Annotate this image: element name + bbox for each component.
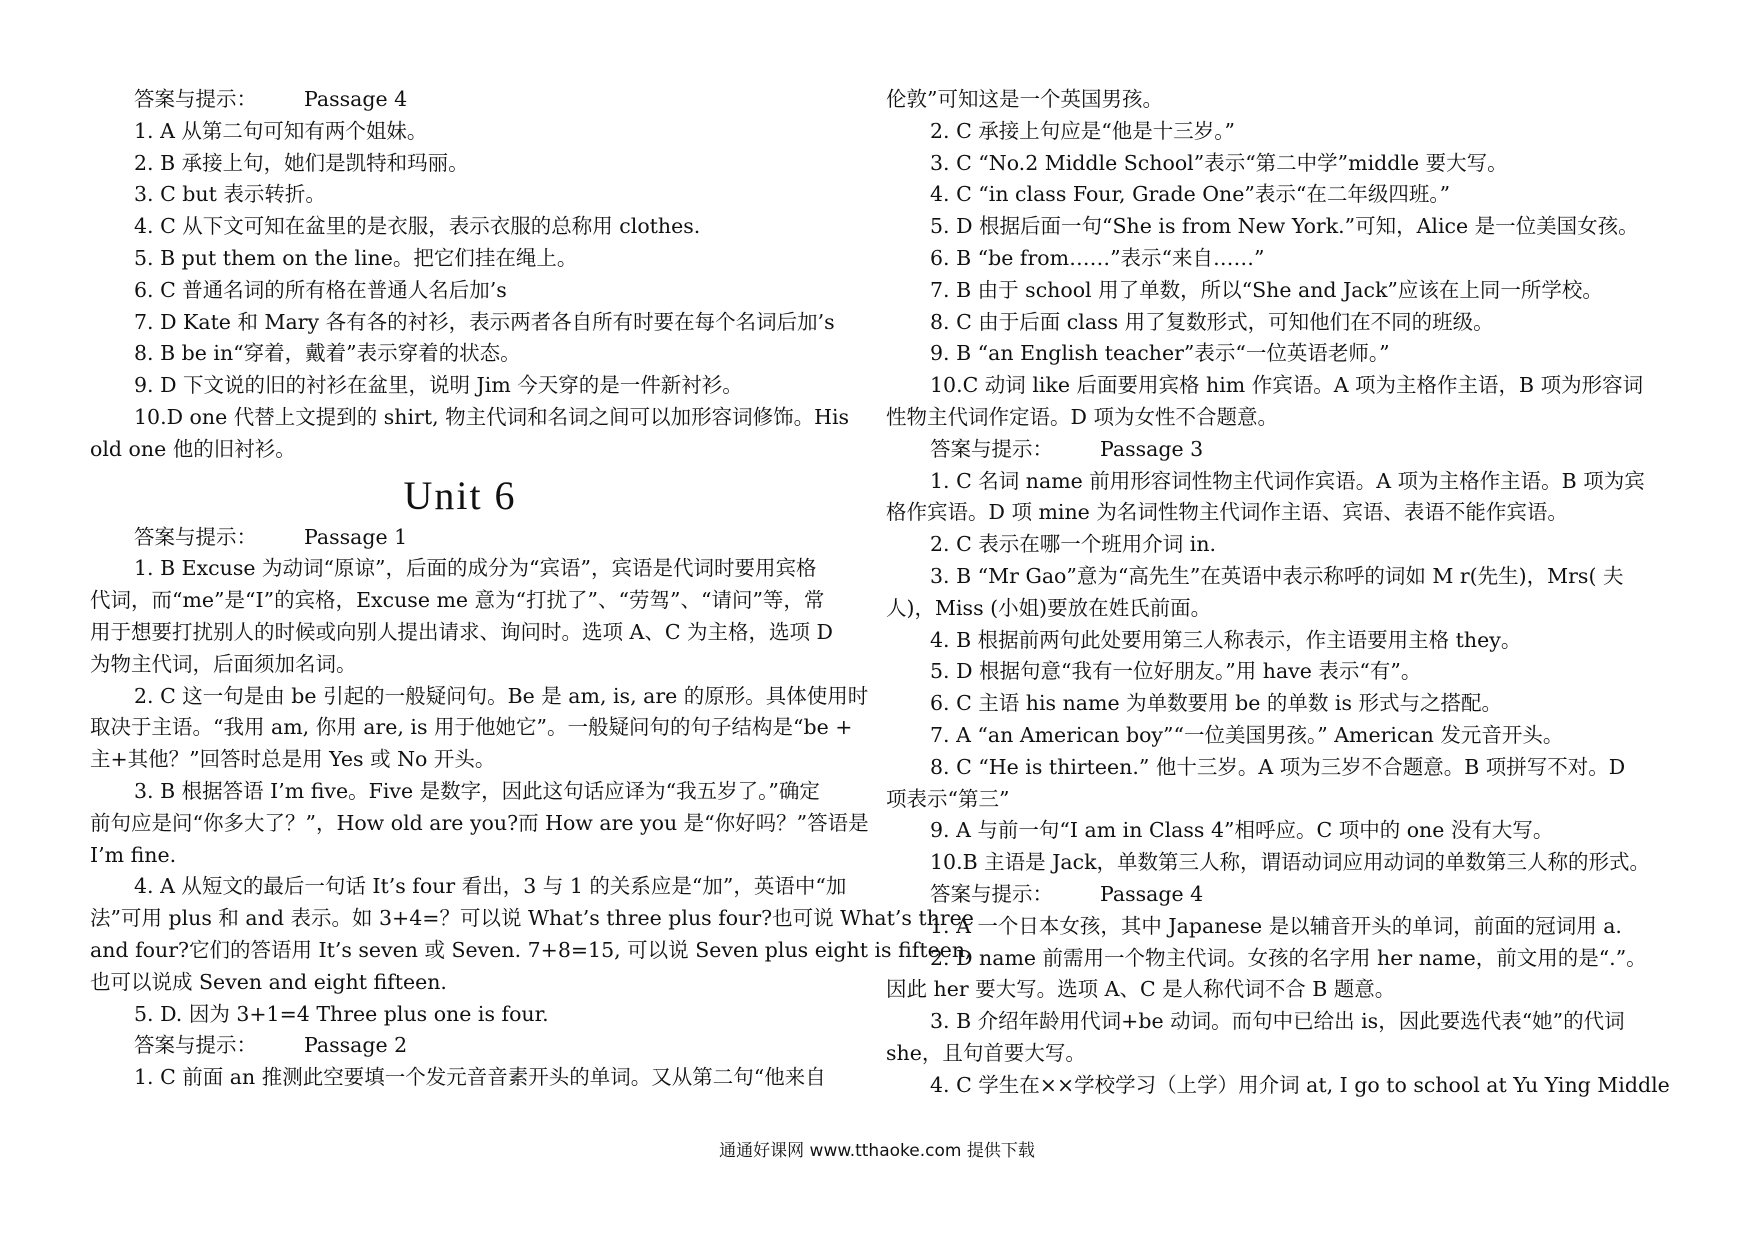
- answer-item-continuation: 前句应是问“你多大了？”，How old are you?而 How are you 是“你好吗？”答语是: [90, 810, 869, 835]
- answer-item: 10.D one 代替上文提到的 shirt, 物主代词和名词之间可以加形容词修饰。His: [134, 404, 850, 429]
- answer-item-continuation: 用于想要打扰别人的时候或向别人提出请求、询问时。选项 A、C 为主格，选项 D: [90, 619, 833, 644]
- answer-item-continuation: 法”可用 plus 和 and 表示。如 3+4=？可以说 What’s three plus four?也可说 What’s three: [90, 906, 974, 931]
- answer-item-continuation: she，且句首要大写。: [886, 1040, 1086, 1065]
- answer-item: 5. D 根据句意“我有一位好朋友。”用 have 表示“有”。: [930, 659, 1422, 684]
- answer-item: 2. C 表示在哪一个班用介词 in.: [930, 532, 1217, 557]
- answer-item-continuation: and four?它们的答语用 It’s seven 或 Seven. 7+8=15, 可以说 Seven plus eight is fifteen,: [90, 937, 972, 962]
- answer-item-continuation: 因此 her 要大写。选项 A、C 是人称代词不合 B 题意。: [886, 977, 1396, 1002]
- answer-item: 2. C 承接上句应是“他是十三岁。”: [930, 118, 1235, 143]
- answer-item-continuation: 主+其他？”回答时总是用 Yes 或 No 开头。: [90, 747, 496, 772]
- footer-source: 通通好课网 www.tthaoke.com 提供下载: [719, 1141, 1035, 1161]
- answer-item: 2. C 这一句是由 be 引起的一般疑问句。Be 是 am, is, are 的原形。具体使用时: [134, 683, 869, 708]
- answer-item-continuation: 也可以说成 Seven and eight fifteen.: [90, 969, 447, 994]
- answer-item: 5. D 根据后面一句“She is from New York.”可知，Alice 是一位美国女孩。: [930, 214, 1639, 239]
- answer-item: 1. A 一个日本女孩，其中 Japanese 是以辅音开头的单词，前面的冠词用 a.: [930, 913, 1622, 938]
- answer-item: 1. C 名词 name 前用形容词性物主代词作宾语。A 项为主格作主语。B 项为宾: [930, 468, 1645, 493]
- answer-item: 1. C 前面 an 推测此空要填一个发元音音素开头的单词。又从第二句“他来自: [134, 1065, 826, 1090]
- answer-header: 答案与提示： Passage 4: [930, 881, 1204, 906]
- answer-item: 1. B Excuse 为动词“原谅”，后面的成分为“宾语”，宾语是代词时要用宾格: [134, 556, 817, 581]
- answer-item: 10.B 主语是 Jack，单数第三人称，谓语动词应用动词的单数第三人称的形式。: [930, 850, 1651, 875]
- answer-item: 4. C 从下文可知在盆里的是衣服，表示衣服的总称用 clothes.: [134, 214, 701, 239]
- answer-item: 3. B 根据答语 I’m five。Five 是数字，因此这句话应译为“我五岁了。”确定: [134, 778, 820, 803]
- answer-item: 9. A 与前一句“I am in Class 4”相呼应。C 项中的 one 没有大写。: [930, 818, 1554, 843]
- answer-item-continuation: 取决于主语。“我用 am, 你用 are, is 用于他她它”。一般疑问句的句子结构是“be +: [90, 715, 853, 740]
- answer-item: 2. D name 前需用一个物主代词。女孩的名字用 her name，前文用的是“.”。: [930, 945, 1647, 970]
- answer-item: 4. B 根据前两句此处要用第三人称表示，作主语要用主格 they。: [930, 627, 1522, 652]
- answer-item: 7. B 由于 school 用了单数，所以“She and Jack”应该在上同一所学校。: [930, 277, 1603, 302]
- answer-item: 5. B put them on the line。把它们挂在绳上。: [134, 245, 578, 270]
- answer-item: 3. C but 表示转折。: [134, 182, 326, 207]
- answer-item-continuation: 性物主代词作定语。D 项为女性不合题意。: [886, 404, 1278, 429]
- answer-item: 1. A 从第二句可知有两个姐妹。: [134, 118, 428, 143]
- answer-item: 8. C “He is thirteen.” 他十三岁。A 项为三岁不合题意。B 项拼写不对。D: [930, 754, 1626, 779]
- answer-item-continuation: I’m fine.: [90, 842, 177, 867]
- answer-item: 6. B “be from……”表示“来自……”: [930, 245, 1265, 270]
- answer-item: 8. B be in“穿着，戴着”表示穿着的状态。: [134, 341, 521, 366]
- answer-item: 4. C 学生在××学校学习（上学）用介词 at, I go to school at Yu Ying Middle: [930, 1072, 1670, 1097]
- answer-item-continuation: 代词，而“me”是“I”的宾格，Excuse me 意为“打扰了”、“劳驾”、“请问”等，常: [90, 588, 825, 613]
- answer-header: 答案与提示： Passage 4: [134, 87, 408, 111]
- answer-item-continuation: 项表示“第三”: [886, 786, 1010, 811]
- answer-item: 5. D. 因为 3+1=4 Three plus one is four.: [134, 1001, 549, 1026]
- answer-item: 9. D 下文说的旧的衬衫在盆里，说明 Jim 今天穿的是一件新衬衫。: [134, 373, 743, 398]
- answer-item: 2. B 承接上句，她们是凯特和玛丽。: [134, 150, 469, 175]
- unit-title: Unit 6: [403, 472, 517, 518]
- answer-item: 9. B “an English teacher”表示“一位英语老师。”: [930, 341, 1390, 366]
- answer-item-continuation: old one 他的旧衬衫。: [90, 436, 296, 461]
- answer-item: 6. C 主语 his name 为单数要用 be 的单数 is 形式与之搭配。: [930, 691, 1502, 716]
- answer-item: 7. A “an American boy”“一位美国男孩。” American 发元音开头。: [930, 722, 1564, 747]
- right-column: [886, 84, 1670, 1102]
- answer-item: 4. C “in class Four, Grade One”表示“在二年级四班。”: [930, 182, 1451, 207]
- answer-item: 3. B “Mr Gao”意为“高先生”在英语中表示称呼的词如 M r(先生)，Mrs( 夫: [930, 563, 1624, 588]
- answer-header: 答案与提示： Passage 3: [930, 436, 1204, 461]
- answer-item: 8. C 由于后面 class 用了复数形式，可知他们在不同的班级。: [930, 309, 1494, 334]
- answer-header: 答案与提示： Passage 2: [134, 1033, 408, 1058]
- answer-item-continuation: 格作宾语。D 项 mine 为名词性物主代词作主语、宾语、表语不能作宾语。: [886, 500, 1568, 525]
- answer-item-continuation: 为物主代词，后面须加名词。: [90, 651, 357, 676]
- answer-item: 3. B 介绍年龄用代词+be 动词。而句中已给出 is，因此要选代表“她”的代词: [930, 1009, 1625, 1034]
- answer-header: 答案与提示： Passage 1: [134, 524, 408, 549]
- answer-item: 10.C 动词 like 后面要用宾格 him 作宾语。A 项为主格作主语，B 项为形容词: [930, 373, 1644, 398]
- answer-item: 6. C 普通名词的所有格在普通人名后加’s: [134, 277, 507, 302]
- answer-item: 3. C “No.2 Middle School”表示“第二中学”middle 要大写。: [930, 150, 1508, 175]
- answer-item-continuation: 人)，Miss (小姐)要放在姓氏前面。: [886, 595, 1212, 620]
- answer-item: 4. A 从短文的最后一句话 It’s four 看出，3 与 1 的关系应是“加”，英语中“加: [134, 874, 847, 899]
- answer-item: 7. D Kate 和 Mary 各有各的衬衫，表示两者各自所有时要在每个名词后加’s: [134, 309, 835, 334]
- answer-item-continuation: 伦敦”可知这是一个英国男孩。: [886, 87, 1163, 111]
